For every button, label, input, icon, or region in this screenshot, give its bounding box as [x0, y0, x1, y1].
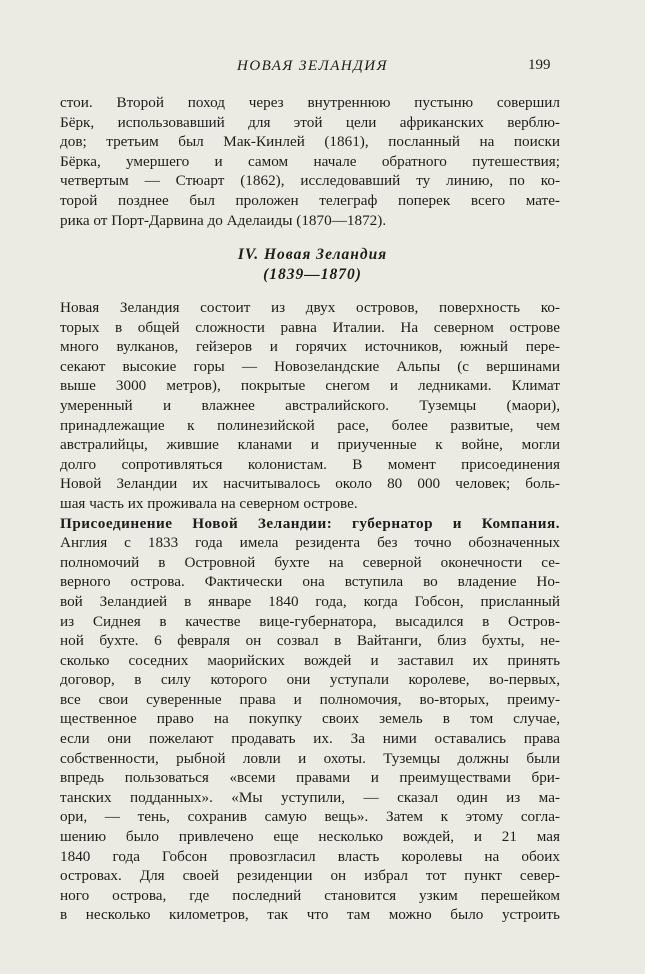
text-line: Новая Зеландия состоит из двух островов, поверхность ко- [60, 299, 560, 316]
text-line: сколько соседних маорийских вождей и заставил их принять [60, 651, 560, 669]
text-line: полномочий в Островной бухте на северной оконечности се- [60, 553, 560, 571]
text-line: четвертым — Стюарт (1862), исследовавший ту линию, по ко- [60, 172, 560, 190]
text-line: ной бухте. 6 февраля он созвал в Вайтанги, близ бухты, не- [60, 632, 560, 650]
text-line: шению было привлечено еще несколько вождей, и 21 мая [60, 828, 560, 846]
text-line: впредь пользоваться «всеми правами и преимуществами бри- [60, 769, 560, 787]
text-line: австралийцы, жившие кланами и приученные к войне, могли [60, 436, 560, 454]
text-line: шая часть их проживала на северном острове. [60, 494, 358, 512]
text-line: верного острова. Фактически она вступила во владение Но- [60, 573, 560, 591]
text-line: долго сопротивляться колонистам. В момент присоединения [60, 455, 560, 473]
text-line: Бёрк, использовавший для этой цели африканских верблю- [60, 113, 560, 131]
text-line: много вулканов, гейзеров и горячих источников, южный пере- [60, 338, 560, 356]
chapter-dates: (1839—1870) [263, 266, 362, 283]
text-line: островах. Для своей резиденции он избрал тот пункт север- [60, 867, 560, 885]
text-line: 1840 года Гобсон провозгласил власть королевы на обоих [60, 847, 560, 865]
text-line: все свои суверенные права и полномочия, во-вторых, преиму- [60, 690, 560, 708]
text-line: ори, — тень, сохранив самую вещь». Затем к этому согла- [60, 808, 560, 826]
chapter-title: IV. Новая Зеландия [237, 246, 388, 263]
text-line: Новой Зеландии их насчитывалось около 80 000 человек; боль- [60, 475, 560, 493]
running-head: НОВАЯ ЗЕЛАНДИЯ [236, 58, 388, 74]
text-line: торых в общей сложности равна Италии. На северном острове [60, 318, 560, 336]
text-line: торой позднее был проложен телеграф поперек всего мате- [60, 191, 560, 209]
text-line: дов; третьим был Мак-Кинлей (1861), посланный на поиски [60, 133, 560, 151]
text-line: вой Зеландией в январе 1840 года, когда Гобсон, присланный [60, 592, 560, 610]
section-body [60, 298, 560, 925]
text-line: Бёрка, умершего и самом начале обратного путешествия; [60, 152, 560, 170]
paragraph-previous-section [60, 93, 560, 230]
text-line: принадлежащие к полинезийской расе, более развитые, чем [60, 416, 560, 434]
text-line: выше 3000 метров), покрытые снегом и ледниками. Климат [60, 377, 560, 395]
text-line: секают высокие горы — Новозеландские Альпы (с вершинами [60, 357, 560, 375]
text-line: собственности, рыбной ловли и охоты. Туземцы должны были [60, 749, 560, 767]
text-line: рика от Порт-Дарвина до Аделаиды (1870—1872). [60, 211, 387, 229]
text-line: в несколько километров, так что там можно было устроить [60, 906, 560, 924]
text-line: договор, в силу которого они уступали королеве, во-первых, [60, 671, 560, 689]
text-line: щественное право на покупку своих земель в том случае, [60, 710, 560, 728]
text-line: ного острова, где последний становится узким перешейком [60, 886, 560, 904]
text-line: Англия с 1833 года имела резидента без точно обозначенных [60, 534, 560, 552]
page-number: 199 [528, 57, 551, 73]
text-line: из Сиднея в качестве вице-губернатора, высадился в Остров- [60, 612, 560, 630]
text-line: умеренный и влажнее австралийского. Туземцы (маори), [60, 396, 560, 414]
subsection-heading: Присоединение Новой Зеландии: губернатор и Компания. [60, 514, 560, 532]
text-line: стои. Второй поход через внутреннюю пустыню совершил [60, 94, 560, 111]
text-line: если они пожелают продавать их. За ними оставались права [60, 730, 560, 748]
chapter-heading [60, 245, 565, 285]
text-line: танских подданных». «Мы уступили, — сказал один из ма- [60, 788, 560, 806]
